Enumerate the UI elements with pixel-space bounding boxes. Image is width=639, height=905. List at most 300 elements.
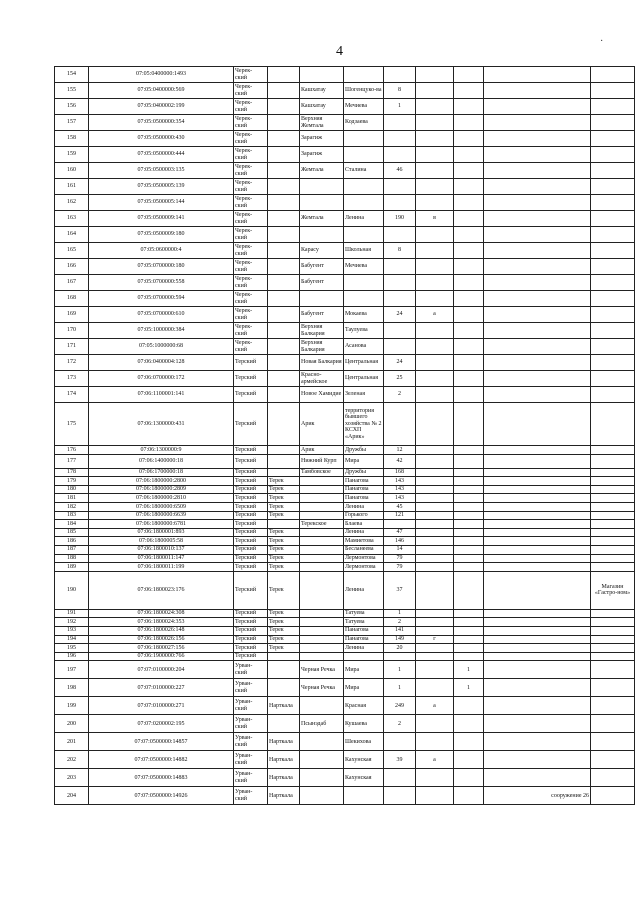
city-cell: [268, 195, 300, 211]
structure-cell: [484, 528, 591, 537]
note-cell: [591, 715, 635, 733]
extra-cell: [454, 339, 484, 355]
city-cell: [268, 179, 300, 195]
table-row: [55, 609, 635, 618]
district-cell: [234, 494, 268, 503]
extra-cell: [454, 635, 484, 644]
row-number-cell: 154: [55, 67, 89, 83]
district-label: ский: [235, 202, 247, 209]
street-cell: Кахунская: [344, 769, 384, 787]
letter-cell: [416, 99, 454, 115]
house-number-cell: [384, 652, 416, 661]
district-cell: [234, 537, 268, 546]
settlement-cell: Жемтала: [300, 163, 344, 179]
extra-cell: [454, 626, 484, 635]
note-cell: [591, 477, 635, 486]
district-label: Терский: [235, 529, 257, 536]
table-row: [55, 652, 635, 661]
district-label: ский: [235, 282, 247, 289]
note-cell: [591, 403, 635, 446]
street-cell: Мира: [344, 661, 384, 679]
street-cell: Бесланеева: [344, 545, 384, 554]
letter-cell: [416, 243, 454, 259]
cadastral-number-cell: 07:05:0500000:444: [89, 147, 234, 163]
note-cell: [591, 679, 635, 697]
settlement-cell: [300, 528, 344, 537]
table-row: [55, 275, 635, 291]
letter-cell: а: [416, 307, 454, 323]
district-label: ский: [235, 669, 247, 676]
district-cell: [234, 243, 268, 259]
table-row: [55, 545, 635, 554]
note-cell: [591, 494, 635, 503]
structure-cell: [484, 697, 591, 715]
letter-cell: [416, 618, 454, 627]
cadastral-number-cell: 07:05:0500005:139: [89, 179, 234, 195]
row-number-cell: 197: [55, 661, 89, 679]
settlement-cell: Арик: [300, 403, 344, 446]
district-cell: [234, 733, 268, 751]
note-cell: [591, 307, 635, 323]
row-number-cell: 189: [55, 563, 89, 572]
cadastral-number-cell: 07:07:0200002:195: [89, 715, 234, 733]
table-row: [55, 618, 635, 627]
district-label: ский: [235, 723, 247, 730]
city-cell: Нарткала: [268, 697, 300, 715]
table-row: [55, 626, 635, 635]
house-number-cell: [384, 769, 416, 787]
table-row: [55, 403, 635, 446]
city-cell: Терек: [268, 528, 300, 537]
extra-cell: [454, 571, 484, 609]
district-label: ский: [235, 777, 247, 784]
note-cell: [591, 661, 635, 679]
note-cell: [591, 227, 635, 243]
row-number-cell: 192: [55, 618, 89, 627]
district-label: ский: [235, 330, 247, 337]
house-number-cell: 24: [384, 307, 416, 323]
settlement-cell: [300, 697, 344, 715]
table-row: [55, 355, 635, 371]
letter-cell: [416, 115, 454, 131]
extra-cell: [454, 652, 484, 661]
district-label: ский: [235, 250, 247, 257]
table-row: [55, 454, 635, 468]
city-cell: Терек: [268, 644, 300, 653]
table-row: [55, 787, 635, 805]
row-number-cell: 184: [55, 520, 89, 529]
street-cell: [344, 787, 384, 805]
street-cell: Шогенцуко-ва: [344, 83, 384, 99]
table-row: [55, 485, 635, 494]
district-label: ский: [235, 234, 247, 241]
district-label: Терский: [235, 391, 257, 398]
cadastral-number-cell: 07:06:1800027:156: [89, 644, 234, 653]
settlement-cell: Зарагиж: [300, 131, 344, 147]
district-label: Терский: [235, 477, 257, 484]
structure-cell: [484, 446, 591, 455]
cadastral-number-cell: 07:06:1700000:18: [89, 468, 234, 477]
settlement-cell: Псынэдаб: [300, 715, 344, 733]
extra-cell: [454, 787, 484, 805]
house-number-cell: 1: [384, 609, 416, 618]
extra-cell: [454, 179, 484, 195]
table-row: [55, 147, 635, 163]
settlement-cell: [300, 537, 344, 546]
district-cell: [234, 511, 268, 520]
district-label: Урван-: [235, 681, 253, 688]
district-label: Терский: [235, 446, 257, 453]
table-row: [55, 769, 635, 787]
extra-cell: [454, 511, 484, 520]
street-cell: Мечиева: [344, 99, 384, 115]
settlement-cell: [300, 626, 344, 635]
note-cell: [591, 554, 635, 563]
city-cell: Терек: [268, 511, 300, 520]
row-number-cell: 175: [55, 403, 89, 446]
note-cell: [591, 563, 635, 572]
letter-cell: [416, 291, 454, 307]
row-number-cell: 177: [55, 454, 89, 468]
extra-cell: [454, 454, 484, 468]
street-cell: Ленина: [344, 644, 384, 653]
district-label: Терский: [235, 546, 257, 553]
cadastral-number-cell: 07:05:0400000:1493: [89, 67, 234, 83]
table-row: [55, 679, 635, 697]
table-row: [55, 751, 635, 769]
district-label: Урван-: [235, 699, 253, 706]
letter-cell: [416, 502, 454, 511]
row-number-cell: 171: [55, 339, 89, 355]
house-number-cell: [384, 520, 416, 529]
district-cell: [234, 371, 268, 387]
note-cell: [591, 99, 635, 115]
district-label: Терский: [235, 653, 257, 660]
settlement-cell: [300, 545, 344, 554]
street-cell: Кодзаева: [344, 115, 384, 131]
house-number-cell: 8: [384, 243, 416, 259]
extra-cell: [454, 697, 484, 715]
street-cell: Кушаева: [344, 715, 384, 733]
house-number-cell: 24: [384, 355, 416, 371]
cadastral-number-cell: 07:06:1800005:58: [89, 537, 234, 546]
extra-cell: [454, 751, 484, 769]
row-number-cell: 201: [55, 733, 89, 751]
structure-cell: [484, 485, 591, 494]
district-cell: [234, 644, 268, 653]
cadastral-number-cell: 07:07:0100000:204: [89, 661, 234, 679]
settlement-cell: [300, 554, 344, 563]
cadastral-number-cell: 07:06:1800000:6509: [89, 502, 234, 511]
table-row: [55, 554, 635, 563]
district-cell: [234, 115, 268, 131]
district-cell: [234, 131, 268, 147]
district-label: Терский: [235, 512, 257, 519]
note-cell: [591, 243, 635, 259]
letter-cell: [416, 468, 454, 477]
note-cell: [591, 733, 635, 751]
house-number-cell: [384, 147, 416, 163]
letter-cell: [416, 652, 454, 661]
letter-cell: [416, 355, 454, 371]
city-cell: [268, 227, 300, 243]
district-cell: [234, 528, 268, 537]
structure-cell: [484, 179, 591, 195]
district-cell: [234, 545, 268, 554]
note-cell: [591, 275, 635, 291]
structure-cell: [484, 211, 591, 227]
structure-cell: [484, 291, 591, 307]
street-cell: [344, 147, 384, 163]
letter-cell: [416, 545, 454, 554]
settlement-cell: [300, 195, 344, 211]
district-label: Черек-: [235, 260, 253, 266]
cadastral-number-cell: 07:06:0700000:172: [89, 371, 234, 387]
extra-cell: [454, 323, 484, 339]
district-label: ский: [235, 218, 247, 225]
table-row: [55, 494, 635, 503]
structure-cell: [484, 83, 591, 99]
extra-cell: [454, 477, 484, 486]
district-cell: [234, 99, 268, 115]
street-cell: территория бывшего хозяйства № 2 КСХП «Арик»: [344, 403, 384, 446]
row-number-cell: 159: [55, 147, 89, 163]
street-cell: [344, 291, 384, 307]
row-number-cell: 178: [55, 468, 89, 477]
street-cell: Сталина: [344, 163, 384, 179]
house-number-cell: 121: [384, 511, 416, 520]
table-row: [55, 733, 635, 751]
letter-cell: [416, 520, 454, 529]
district-cell: [234, 83, 268, 99]
row-number-cell: 190: [55, 571, 89, 609]
city-cell: [268, 147, 300, 163]
extra-cell: [454, 545, 484, 554]
register-body: [55, 67, 635, 805]
cadastral-number-cell: 07:06:1800026:156: [89, 635, 234, 644]
extra-cell: [454, 494, 484, 503]
row-number-cell: 182: [55, 502, 89, 511]
letter-cell: [416, 661, 454, 679]
city-cell: Терек: [268, 635, 300, 644]
note-cell: [591, 446, 635, 455]
table-row: [55, 115, 635, 131]
street-cell: Панагова: [344, 494, 384, 503]
district-label: ский: [235, 154, 247, 161]
letter-cell: [416, 147, 454, 163]
house-number-cell: 2: [384, 715, 416, 733]
cadastral-number-cell: 07:06:0400004:128: [89, 355, 234, 371]
cadastral-number-cell: 07:05:0400002:199: [89, 99, 234, 115]
row-number-cell: 194: [55, 635, 89, 644]
cadastral-number-cell: 07:07:0500000:14883: [89, 769, 234, 787]
district-label: Терский: [235, 618, 257, 625]
district-cell: [234, 715, 268, 733]
note-cell: [591, 751, 635, 769]
cadastral-number-cell: 07:05:0500000:354: [89, 115, 234, 131]
letter-cell: [416, 626, 454, 635]
structure-cell: [484, 733, 591, 751]
house-number-cell: [384, 179, 416, 195]
cadastral-number-cell: 07:06:1800024:353: [89, 618, 234, 627]
table-row: [55, 339, 635, 355]
structure-cell: [484, 661, 591, 679]
row-number-cell: 162: [55, 195, 89, 211]
house-number-cell: [384, 291, 416, 307]
note-cell: [591, 652, 635, 661]
settlement-cell: Тамбовское: [300, 468, 344, 477]
cadastral-number-cell: 07:06:1800011:147: [89, 554, 234, 563]
street-cell: Центральная: [344, 371, 384, 387]
settlement-cell: Терекское: [300, 520, 344, 529]
cadastral-number-cell: 07:06:1300000:431: [89, 403, 234, 446]
street-cell: Горького: [344, 511, 384, 520]
city-cell: Нарткала: [268, 787, 300, 805]
structure-cell: [484, 371, 591, 387]
letter-cell: [416, 787, 454, 805]
row-number-cell: 174: [55, 387, 89, 403]
note-cell: [591, 339, 635, 355]
letter-cell: [416, 323, 454, 339]
structure-cell: [484, 652, 591, 661]
street-cell: Дружбы: [344, 446, 384, 455]
table-row: [55, 67, 635, 83]
cadastral-number-cell: 07:06:1800023:176: [89, 571, 234, 609]
city-cell: [268, 259, 300, 275]
district-cell: [234, 697, 268, 715]
letter-cell: [416, 227, 454, 243]
letter-cell: [416, 571, 454, 609]
cadastral-number-cell: 07:05:0500005:144: [89, 195, 234, 211]
letter-cell: [416, 537, 454, 546]
extra-cell: [454, 371, 484, 387]
city-cell: [268, 652, 300, 661]
settlement-cell: [300, 652, 344, 661]
structure-cell: [484, 554, 591, 563]
structure-cell: [484, 454, 591, 468]
city-cell: [268, 67, 300, 83]
settlement-cell: Карасу: [300, 243, 344, 259]
house-number-cell: 39: [384, 751, 416, 769]
district-label: ский: [235, 138, 247, 145]
row-number-cell: 176: [55, 446, 89, 455]
street-cell: Ленина: [344, 571, 384, 609]
district-cell: [234, 211, 268, 227]
street-cell: [344, 195, 384, 211]
note-cell: [591, 644, 635, 653]
letter-cell: [416, 259, 454, 275]
extra-cell: [454, 563, 484, 572]
city-cell: Терек: [268, 502, 300, 511]
note-cell: [591, 83, 635, 99]
structure-cell: [484, 679, 591, 697]
street-cell: Панагова: [344, 477, 384, 486]
structure-cell: [484, 307, 591, 323]
settlement-cell: [300, 227, 344, 243]
district-label: Черек-: [235, 116, 253, 122]
district-cell: [234, 652, 268, 661]
extra-cell: [454, 259, 484, 275]
extra-cell: [454, 291, 484, 307]
city-cell: Терек: [268, 537, 300, 546]
row-number-cell: 193: [55, 626, 89, 635]
house-number-cell: [384, 131, 416, 147]
district-label: Урван-: [235, 789, 253, 796]
district-cell: [234, 403, 268, 446]
letter-cell: [416, 67, 454, 83]
letter-cell: [416, 485, 454, 494]
structure-cell: сооружение 26: [484, 787, 591, 805]
street-cell: Красная: [344, 697, 384, 715]
letter-cell: а: [416, 697, 454, 715]
city-cell: [268, 99, 300, 115]
district-label: Урван-: [235, 771, 253, 778]
street-cell: [344, 227, 384, 243]
street-cell: [344, 179, 384, 195]
house-number-cell: 143: [384, 485, 416, 494]
city-cell: [268, 163, 300, 179]
district-cell: [234, 787, 268, 805]
district-cell: [234, 563, 268, 572]
extra-cell: [454, 468, 484, 477]
table-row: [55, 195, 635, 211]
district-label: Терский: [235, 486, 257, 493]
letter-cell: [416, 403, 454, 446]
letter-cell: в: [416, 211, 454, 227]
district-cell: [234, 323, 268, 339]
cadastral-number-cell: 07:05:0600000:4: [89, 243, 234, 259]
cadastral-number-cell: 07:05:1000000:384: [89, 323, 234, 339]
letter-cell: [416, 679, 454, 697]
settlement-cell: Жемтала: [300, 211, 344, 227]
house-number-cell: [384, 195, 416, 211]
settlement-cell: [300, 644, 344, 653]
note-cell: [591, 545, 635, 554]
table-row: [55, 243, 635, 259]
city-cell: [268, 243, 300, 259]
cadastral-number-cell: 07:06:1800026:148: [89, 626, 234, 635]
cadastral-number-cell: 07:05:0700000:558: [89, 275, 234, 291]
street-cell: Мамиетова: [344, 537, 384, 546]
structure-cell: [484, 195, 591, 211]
row-number-cell: 200: [55, 715, 89, 733]
house-number-cell: 14: [384, 545, 416, 554]
settlement-cell: [300, 179, 344, 195]
street-cell: Мира: [344, 679, 384, 697]
cadastral-number-cell: 07:05:0500009:141: [89, 211, 234, 227]
district-cell: [234, 355, 268, 371]
city-cell: [268, 454, 300, 468]
cadastral-number-cell: 07:06:1400000:18: [89, 454, 234, 468]
structure-cell: [484, 99, 591, 115]
district-cell: [234, 635, 268, 644]
city-cell: Нарткала: [268, 769, 300, 787]
street-cell: Лермонтова: [344, 563, 384, 572]
house-number-cell: 42: [384, 454, 416, 468]
structure-cell: [484, 339, 591, 355]
structure-cell: [484, 131, 591, 147]
district-label: Черек-: [235, 292, 253, 298]
settlement-cell: [300, 291, 344, 307]
settlement-cell: Зарагиж: [300, 147, 344, 163]
cadastral-number-cell: 07:06:1100001:141: [89, 387, 234, 403]
note-cell: [591, 697, 635, 715]
property-register-table: [54, 66, 635, 805]
extra-cell: [454, 355, 484, 371]
table-row: [55, 661, 635, 679]
table-row: [55, 477, 635, 486]
table-row: [55, 211, 635, 227]
